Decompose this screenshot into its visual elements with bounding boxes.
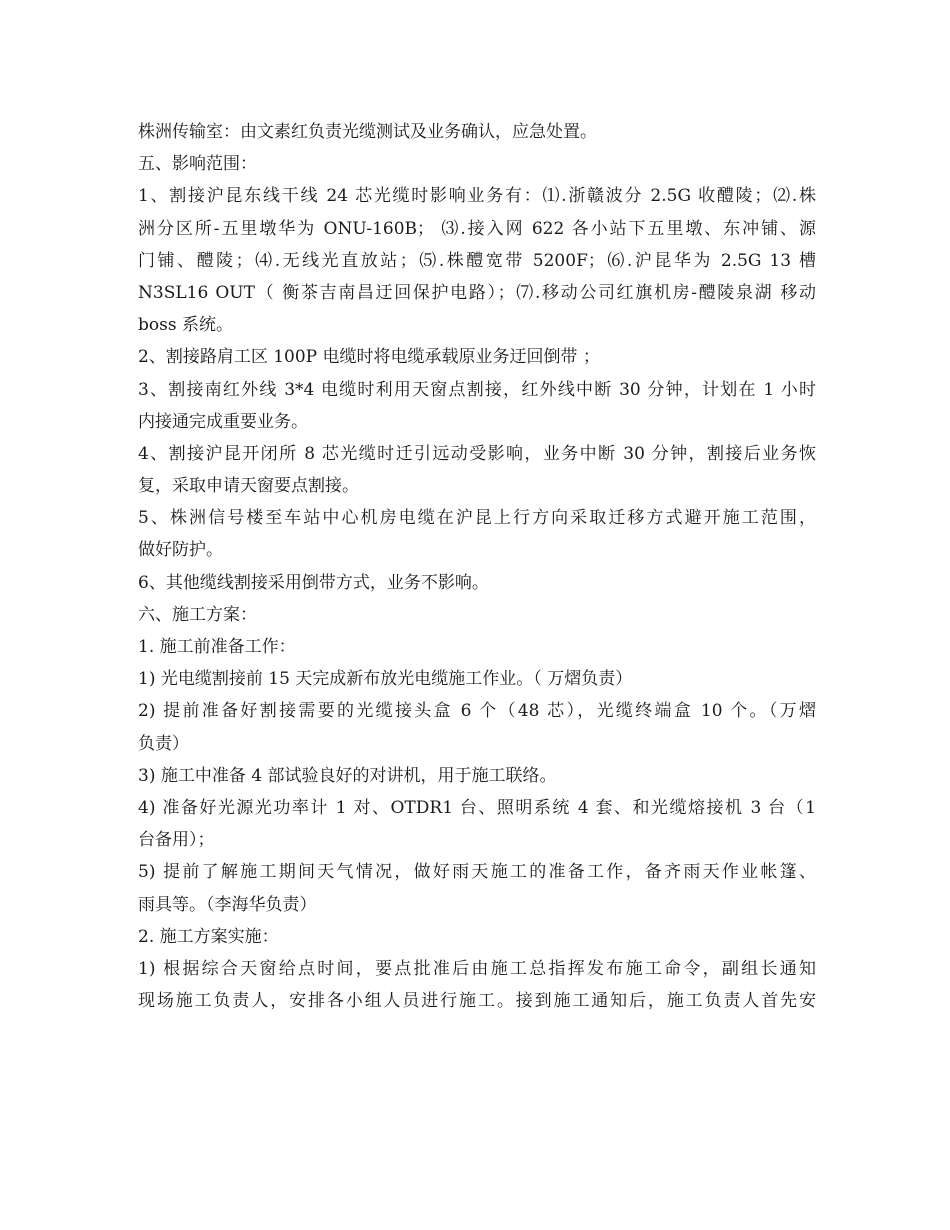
text-line: 雨具等。（李海华负责） xyxy=(138,894,317,915)
text-line: 内接通完成重要业务。 xyxy=(138,411,308,432)
text-line: 台备用）； xyxy=(138,830,215,851)
text-line: 株洲传输室：由文素红负责光缆测试及业务确认，应急处置。 xyxy=(138,122,597,142)
subsection-heading: 2. 施工方案实施： xyxy=(138,926,279,947)
text-line: 4) 准备好光源光功率计 1 对、OTDR1 台、照明系统 4 套、和光缆熔接机 3 台（1 xyxy=(138,797,816,818)
text-line: 1) 光电缆割接前 15 天完成新布放光电缆施工作业。（ 万熠负责） xyxy=(138,669,633,690)
text-line: 1、割接沪昆东线干线 24 芯光缆时影响业务有：⑴.浙赣波分 2.5G 收醴陵；⑵.株 xyxy=(138,186,816,207)
text-line: 洲分区所-五里墩华为 ONU-160B； ⑶.接入网 622 各小站下五里墩、东冲铺、源 xyxy=(138,218,816,239)
text-line: 4、割接沪昆开闭所 8 芯光缆时迁引远动受影响，业务中断 30 分钟，割接后业务恢 xyxy=(138,443,816,464)
text-line: 复，采取申请天窗要点割接。 xyxy=(138,476,359,497)
text-line: 做好防护。 xyxy=(138,540,223,561)
section-heading: 六、施工方案： xyxy=(138,604,257,625)
text-line: boss 系统。 xyxy=(138,315,233,336)
text-line: 2) 提前准备好割接需要的光缆接头盒 6 个（48 芯），光缆终端盒 10 个。（万熠 xyxy=(138,701,816,722)
text-line: N3SL16 OUT（ 衡茶吉南昌迂回保护电路）；⑺.移动公司红旗机房-醴陵泉湖 移动 xyxy=(138,282,816,303)
document-page xyxy=(138,116,816,1017)
text-line: 现场施工负责人，安排各小组人员进行施工。接到施工通知后，施工负责人首先安 xyxy=(138,991,816,1012)
text-line: 门铺、醴陵；⑷.无线光直放站；⑸.株醴宽带 5200F；⑹.沪昆华为 2.5G 13 槽 xyxy=(138,250,816,271)
text-line: 5) 提前了解施工期间天气情况，做好雨天施工的准备工作，备齐雨天作业帐篷、 xyxy=(138,862,816,883)
text-line: 3、割接南红外线 3*4 电缆时利用天窗点割接，红外线中断 30 分钟，计划在 1 小时 xyxy=(138,379,816,400)
text-line: 6、其他缆线割接采用倒带方式，业务不影响。 xyxy=(138,572,489,593)
text-line: 1) 根据综合天窗给点时间，要点批准后由施工总指挥发布施工命令，副组长通知 xyxy=(138,958,816,979)
text-line: 2、割接路肩工区 100P 电缆时将电缆承载原业务迂回倒带 ； xyxy=(138,347,600,368)
section-heading: 五、影响范围： xyxy=(138,154,257,175)
subsection-heading: 1. 施工前准备工作： xyxy=(138,637,296,657)
text-line: 3) 施工中准备 4 部试验良好的对讲机，用于施工联络。 xyxy=(138,765,557,786)
text-line: 5、株洲信号楼至车站中心机房电缆在沪昆上行方向采取迁移方式避开施工范围， xyxy=(138,508,816,529)
text-line: 负责） xyxy=(138,733,189,754)
